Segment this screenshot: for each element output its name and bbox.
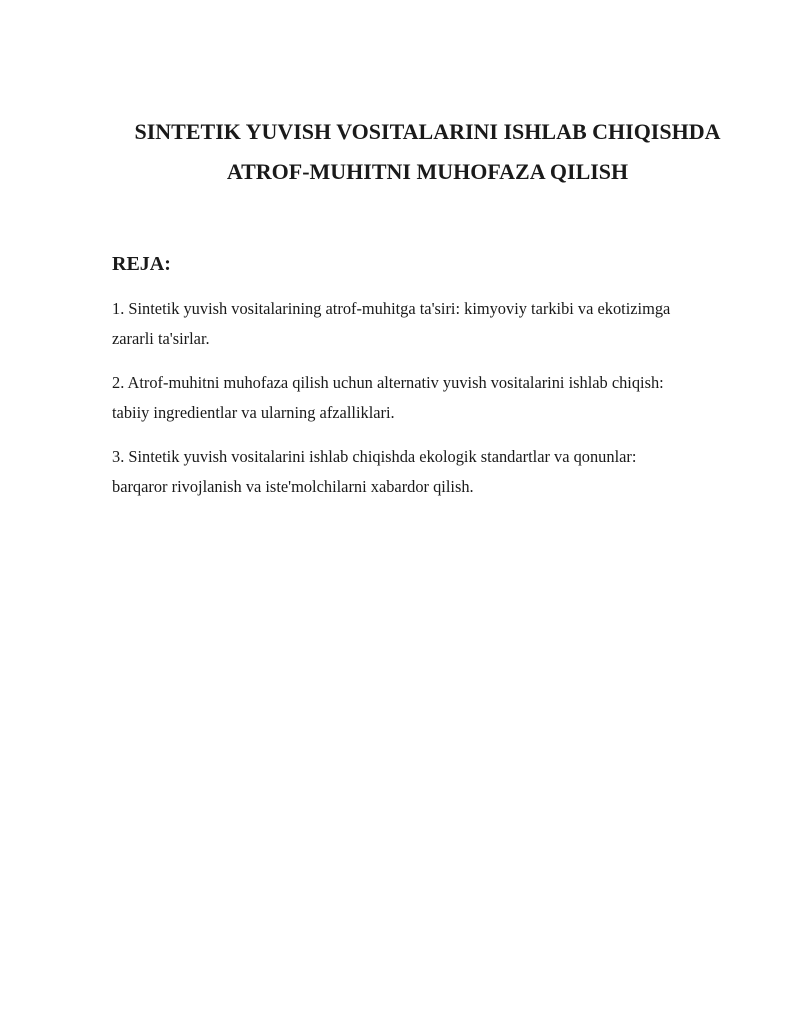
plan-list xyxy=(112,294,752,516)
title-line-2: ATROF-MUHITNI MUHOFAZA QILISH xyxy=(226,159,629,184)
title-line-1: SINTETIK YUVISH VOSITALARINI ISHLAB CHIQISHDA xyxy=(134,119,721,144)
plan-item-2-line-1: 2. Atrof-muhitni muhofaza qilish uchun alternativ yuvish vositalarini ishlab chiqish: xyxy=(112,373,664,392)
plan-item-3 xyxy=(112,442,752,502)
plan-item-1-line-1: 1. Sintetik yuvish vositalarining atrof-muhitga ta'siri: kimyoviy tarkibi va ekotizimga xyxy=(112,299,671,318)
plan-item-3-line-1: 3. Sintetik yuvish vositalarini ishlab chiqishda ekologik standartlar va qonunlar: xyxy=(112,447,637,466)
plan-item-2-line-2: tabiiy ingredientlar va ularning afzalliklari. xyxy=(112,403,395,422)
plan-item-1 xyxy=(112,294,752,354)
plan-item-3-line-2: barqaror rivojlanish va iste'molchilarni xabardor qilish. xyxy=(112,477,474,496)
plan-item-2 xyxy=(112,368,752,428)
document-title xyxy=(100,112,755,192)
plan-item-1-line-2: zararli ta'sirlar. xyxy=(112,329,210,348)
plan-heading: REJA: xyxy=(112,253,171,275)
